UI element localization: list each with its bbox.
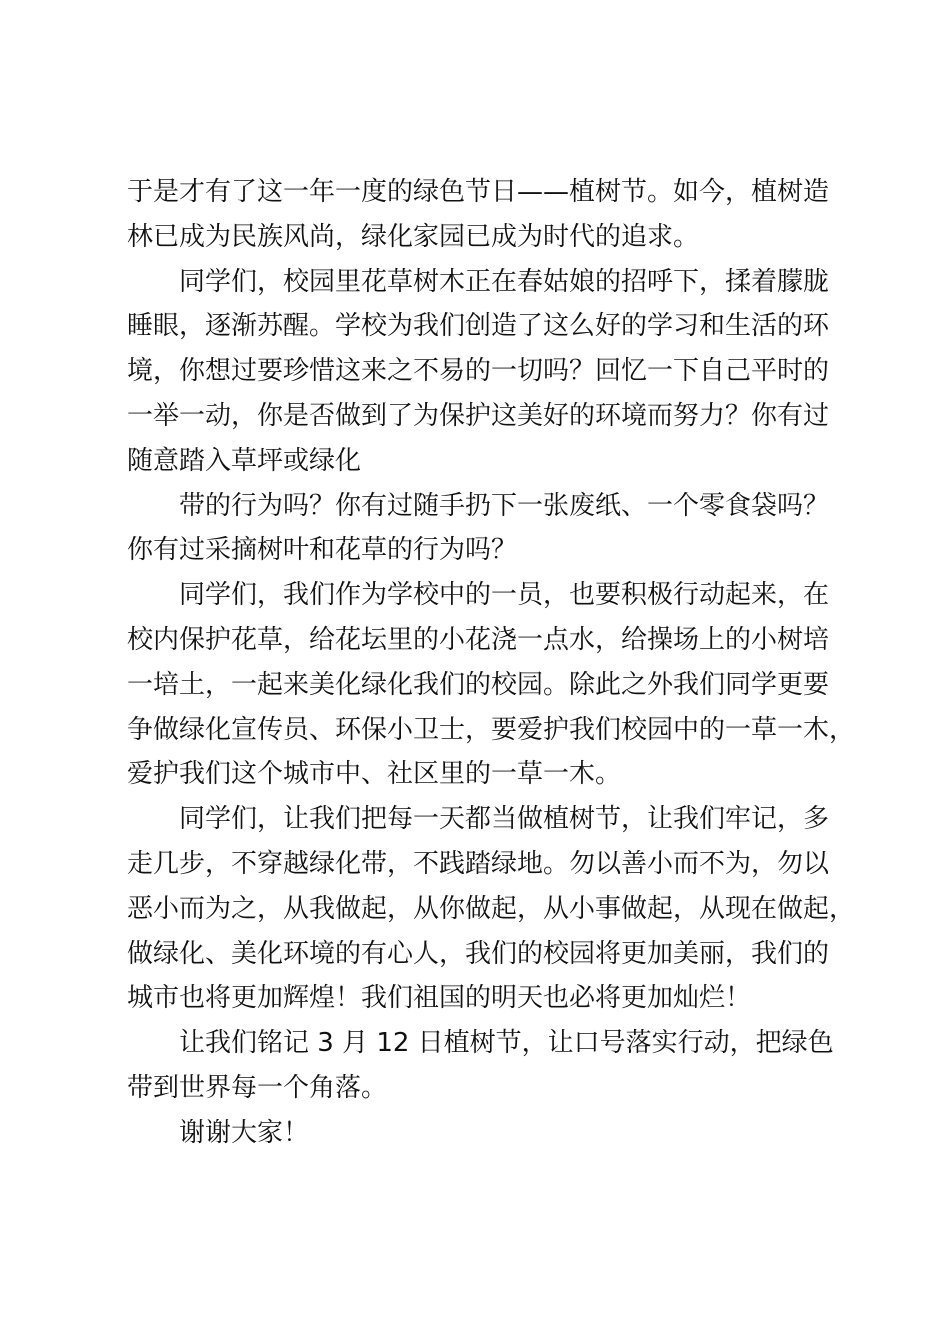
paragraph-start-line: 同学们，我们作为学校中的一员，也要积极行动起来，在: [179, 580, 830, 611]
text-line: 走几步，不穿越绿化带，不践踏绿地。勿以善小而不为，勿以: [127, 848, 830, 879]
text-line: 你有过采摘树叶和花草的行为吗？: [127, 535, 518, 566]
text-line: 睡眼，逐渐苏醒。学校为我们创造了这么好的学习和生活的环: [127, 311, 830, 342]
document-body: [127, 170, 857, 1156]
text-line: 一培土，一起来美化绿化我们的校园。除此之外我们同学更要: [127, 669, 830, 700]
text-line: 爱护我们这个城市中、社区里的一草一木。: [127, 759, 622, 790]
text-line: 境，你想过要珍惜这来之不易的一切吗？回忆一下自己平时的: [127, 356, 830, 387]
text-line: 做绿化、美化环境的有心人，我们的校园将更加美丽，我们的: [127, 938, 830, 969]
text-line: 城市也将更加辉煌！我们祖国的明天也必将更加灿烂！: [127, 983, 752, 1014]
closing-line: 谢谢大家！: [179, 1117, 310, 1148]
text-line: 争做绿化宣传员、环保小卫士，要爱护我们校园中的一草一木，: [127, 714, 856, 745]
paragraph-start-line: 让我们铭记 3 月 12 日植树节，让口号落实行动，把绿色: [179, 1028, 834, 1059]
text-line: 一举一动，你是否做到了为保护这美好的环境而努力？你有过: [127, 400, 830, 431]
paragraph-start-line: 同学们，让我们把每一天都当做植树节，让我们牢记，多: [179, 804, 830, 835]
text-line: 林已成为民族风尚，绿化家园已成为时代的追求。: [127, 221, 700, 252]
text-line: 于是才有了这一年一度的绿色节日——植树节。如今，植树造: [127, 177, 830, 207]
text-line: 随意踏入草坪或绿化: [127, 445, 362, 476]
text-line: 带到世界每一个角落。: [127, 1072, 388, 1103]
paragraph-start-line: 同学们，校园里花草树木正在春姑娘的招呼下，揉着朦胧: [179, 266, 830, 297]
paragraph-start-line: 带的行为吗？你有过随手扔下一张废纸、一个零食袋吗？: [179, 490, 830, 521]
text-line: 恶小而为之，从我做起，从你做起，从小事做起，从现在做起，: [127, 893, 856, 924]
text-line: 校内保护花草，给花坛里的小花浇一点水，给操场上的小树培: [127, 624, 830, 655]
